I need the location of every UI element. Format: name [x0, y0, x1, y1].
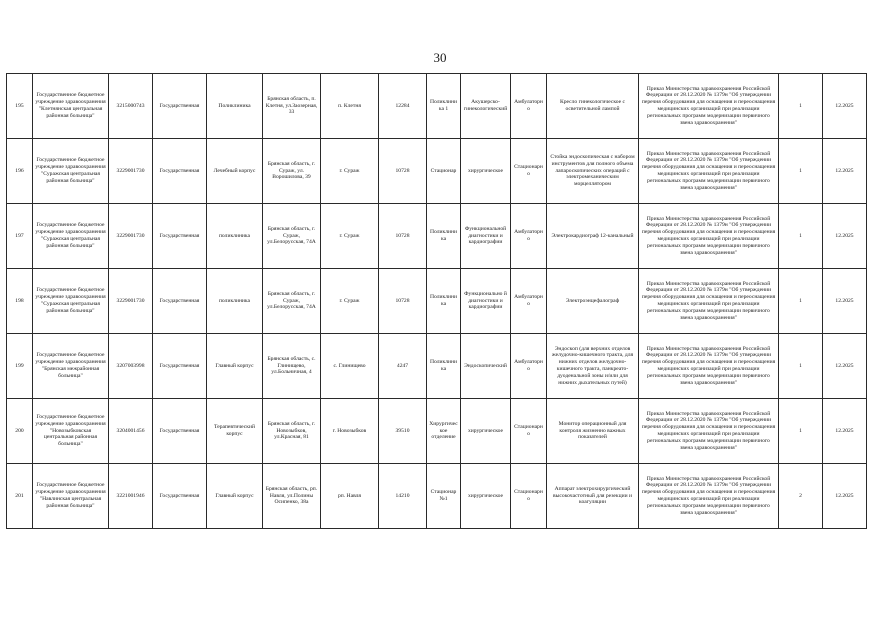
equipment-table	[6, 73, 867, 529]
address-cell: Брянская область, рп. Навля, ул.Полины Осипенко, 38а	[263, 464, 321, 529]
page-number: 30	[433, 50, 447, 65]
organization-cell: Государственное бюджетное учреждение здравоохранения "Навлинская центральная районная больница"	[33, 464, 109, 529]
delivery-date-cell: 12.2025	[823, 139, 867, 204]
address-cell: Брянская область, г. Новозыбков, ул.Красная, 81	[263, 399, 321, 464]
population-cell: 10728	[379, 139, 427, 204]
row-number-cell: 200	[7, 399, 33, 464]
department-cell: хирургическое	[461, 139, 511, 204]
department-cell: Функционально й диагностики и кардиографии	[461, 269, 511, 334]
department-cell: хирургическое	[461, 464, 511, 529]
ownership-cell: Государственная	[153, 139, 207, 204]
population-cell: 10728	[379, 269, 427, 334]
population-cell: 14210	[379, 464, 427, 529]
inn-cell: 3207003998	[109, 334, 153, 399]
quantity-cell: 1	[779, 269, 823, 334]
delivery-date-cell: 12.2025	[823, 399, 867, 464]
row-number-cell: 199	[7, 334, 33, 399]
equipment-cell: Электроэнцефалограф	[547, 269, 639, 334]
building-cell: Главный корпус	[207, 464, 263, 529]
row-number-cell: 196	[7, 139, 33, 204]
inn-cell: 3204001456	[109, 399, 153, 464]
table-row	[7, 269, 867, 334]
inn-cell: 3229001730	[109, 204, 153, 269]
table-row	[7, 464, 867, 529]
legal-basis-cell: Приказ Министерства здравоохранения Российской Федерации от 28.12.2020 № 1379н "Об утверждении перечня оборудования для оснащения и переоснащения медицинских организаций при реализации региональных программ модернизации первичного звена здравоохранения"	[639, 74, 779, 139]
organization-cell: Государственное бюджетное учреждение здравоохранения "Суражская центральная районная больница"	[33, 269, 109, 334]
equipment-cell: Стойка эндоскопическая с набором инструментов для полного объема лапароскопических операций с электромеханическим морцеллятором	[547, 139, 639, 204]
locality-cell: п. Клетня	[321, 74, 379, 139]
address-cell: Брянская область, с. Глинищево, ул.Больничная, 4	[263, 334, 321, 399]
department-cell: Функциональной диагностики и кардиографии	[461, 204, 511, 269]
delivery-date-cell: 12.2025	[823, 464, 867, 529]
table-row	[7, 204, 867, 269]
unit-cell: Поликлиника	[427, 334, 461, 399]
table-row	[7, 139, 867, 204]
table-row	[7, 399, 867, 464]
quantity-cell: 2	[779, 464, 823, 529]
locality-cell: г. Сураж	[321, 269, 379, 334]
equipment-cell: Эндоскоп (для верхних отделов желудочно-кишечного тракта, для нижних отделов желудочно-кишечного тракта, панкреато-дуоденальной зоны и/или для нижних дыхательных путей)	[547, 334, 639, 399]
equipment-cell: Кресло гинекологическое с осветительной лампой	[547, 74, 639, 139]
building-cell: поликлиника	[207, 269, 263, 334]
row-number-cell: 201	[7, 464, 33, 529]
address-cell: Брянская область, г. Сураж, ул.Белорусская, 74А	[263, 269, 321, 334]
care-type-cell: Стационарно	[511, 464, 547, 529]
locality-cell: г. Новозыбков	[321, 399, 379, 464]
unit-cell: Стационар	[427, 139, 461, 204]
inn-cell: 3229001730	[109, 139, 153, 204]
building-cell: поликлиника	[207, 204, 263, 269]
care-type-cell: Амбулаторно	[511, 204, 547, 269]
delivery-date-cell: 12.2025	[823, 74, 867, 139]
quantity-cell: 1	[779, 204, 823, 269]
care-type-cell: Амбулаторно	[511, 269, 547, 334]
organization-cell: Государственное бюджетное учреждение здравоохранения "Клетнянская центральная районная больница"	[33, 74, 109, 139]
quantity-cell: 1	[779, 334, 823, 399]
equipment-cell: Аппарат электрохирургический высокочастотный для резекции и коагуляции	[547, 464, 639, 529]
quantity-cell: 1	[779, 74, 823, 139]
address-cell: Брянская область, г. Сураж, ул.Белорусская, 74А	[263, 204, 321, 269]
locality-cell: г. Сураж	[321, 204, 379, 269]
locality-cell: рп. Навля	[321, 464, 379, 529]
address-cell: Брянская область, п. Клетня, ул.Заозерная, 33	[263, 74, 321, 139]
unit-cell: Стационар №1	[427, 464, 461, 529]
population-cell: 4247	[379, 334, 427, 399]
delivery-date-cell: 12.2025	[823, 334, 867, 399]
organization-cell: Государственное бюджетное учреждение здравоохранения "Брянская межрайонная больница"	[33, 334, 109, 399]
ownership-cell: Государственная	[153, 269, 207, 334]
population-cell: 39510	[379, 399, 427, 464]
equipment-cell: Электрокардиограф 12-канальный	[547, 204, 639, 269]
department-cell: хирургическое	[461, 399, 511, 464]
legal-basis-cell: Приказ Министерства здравоохранения Российской Федерации от 28.12.2020 № 1379н "Об утверждении перечня оборудования для оснащения и переоснащения медицинских организаций при реализации региональных программ модернизации первичного звена здравоохранения"	[639, 399, 779, 464]
row-number-cell: 198	[7, 269, 33, 334]
ownership-cell: Государственная	[153, 74, 207, 139]
unit-cell: Хирургическое отделение	[427, 399, 461, 464]
locality-cell: г. Сураж	[321, 139, 379, 204]
locality-cell: с. Глинищево	[321, 334, 379, 399]
care-type-cell: Амбулаторно	[511, 74, 547, 139]
department-cell: Акушерско-гинекологический	[461, 74, 511, 139]
department-cell: Эндоскопический	[461, 334, 511, 399]
building-cell: Лечебный корпус	[207, 139, 263, 204]
row-number-cell: 195	[7, 74, 33, 139]
delivery-date-cell: 12.2025	[823, 269, 867, 334]
care-type-cell: Амбулаторно	[511, 334, 547, 399]
legal-basis-cell: Приказ Министерства здравоохранения Российской Федерации от 28.12.2020 № 1379н "Об утверждении перечня оборудования для оснащения и переоснащения медицинских организаций при реализации региональных программ модернизации первичного звена здравоохранения"	[639, 139, 779, 204]
equipment-cell: Монитор операционный для контроля жизненно важных показателей	[547, 399, 639, 464]
address-cell: Брянская область, г. Сураж, ул. Ворошилова, 39	[263, 139, 321, 204]
ownership-cell: Государственная	[153, 464, 207, 529]
ownership-cell: Государственная	[153, 334, 207, 399]
legal-basis-cell: Приказ Министерства здравоохранения Российской Федерации от 28.12.2020 № 1379н "Об утверждении перечня оборудования для оснащения и переоснащения медицинских организаций при реализации региональных программ модернизации первичного звена здравоохранения"	[639, 334, 779, 399]
building-cell: Поликлиника	[207, 74, 263, 139]
legal-basis-cell: Приказ Министерства здравоохранения Российской Федерации от 28.12.2020 № 1379н "Об утверждении перечня оборудования для оснащения и переоснащения медицинских организаций при реализации региональных программ модернизации первичного звена здравоохранения"	[639, 269, 779, 334]
ownership-cell: Государственная	[153, 204, 207, 269]
legal-basis-cell: Приказ Министерства здравоохранения Российской Федерации от 28.12.2020 № 1379н "Об утверждении перечня оборудования для оснащения и переоснащения медицинских организаций при реализации региональных программ модернизации первичного звена здравоохранения"	[639, 204, 779, 269]
organization-cell: Государственное бюджетное учреждение здравоохранения "Суражская центральная районная больница"	[33, 204, 109, 269]
unit-cell: Поликлиника	[427, 269, 461, 334]
row-number-cell: 197	[7, 204, 33, 269]
inn-cell: 3221001946	[109, 464, 153, 529]
organization-cell: Государственное бюджетное учреждение здравоохранения "Суражская центральная районная больница"	[33, 139, 109, 204]
legal-basis-cell: Приказ Министерства здравоохранения Российской Федерации от 28.12.2020 № 1379н "Об утверждении перечня оборудования для оснащения и переоснащения медицинских организаций при реализации региональных программ модернизации первичного звена здравоохранения"	[639, 464, 779, 529]
building-cell: Терапевтический корпус	[207, 399, 263, 464]
quantity-cell: 1	[779, 139, 823, 204]
unit-cell: Поликлиника	[427, 204, 461, 269]
building-cell: Главный корпус	[207, 334, 263, 399]
ownership-cell: Государственная	[153, 399, 207, 464]
population-cell: 10728	[379, 204, 427, 269]
care-type-cell: Стационарно	[511, 139, 547, 204]
quantity-cell: 1	[779, 399, 823, 464]
population-cell: 12284	[379, 74, 427, 139]
inn-cell: 3215000743	[109, 74, 153, 139]
delivery-date-cell: 12.2025	[823, 204, 867, 269]
organization-cell: Государственное бюджетное учреждение здравоохранения "Новозыбковская центральная районная больница"	[33, 399, 109, 464]
care-type-cell: Стационарно	[511, 399, 547, 464]
table-row	[7, 74, 867, 139]
unit-cell: Поликлиника 1	[427, 74, 461, 139]
inn-cell: 3229001730	[109, 269, 153, 334]
table-row	[7, 334, 867, 399]
